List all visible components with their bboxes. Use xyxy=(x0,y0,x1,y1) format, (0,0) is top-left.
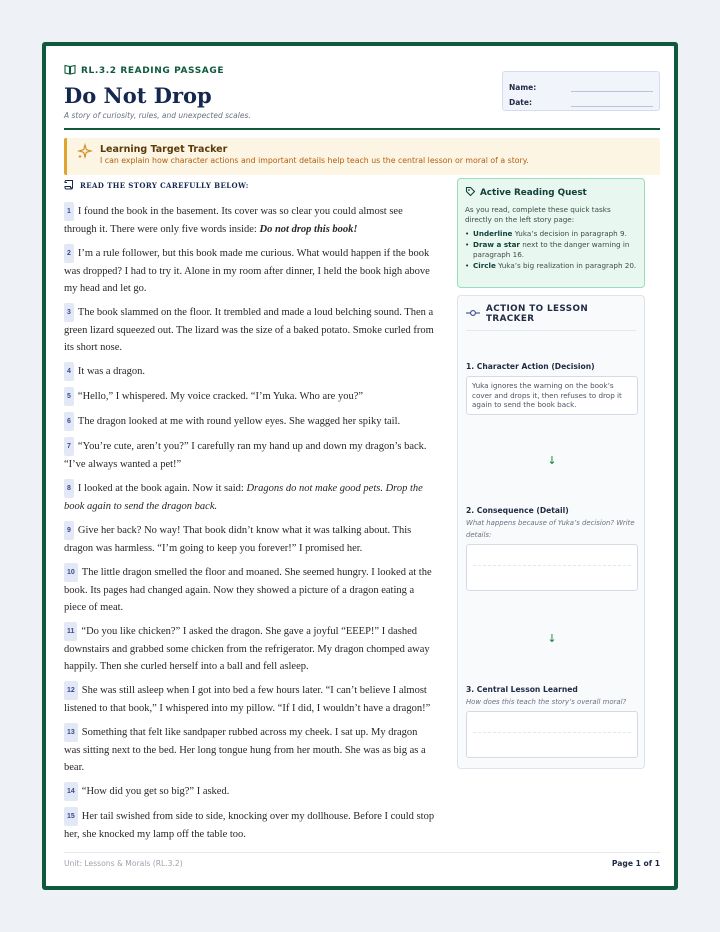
side-column xyxy=(457,178,645,769)
paragraph-number: 7 xyxy=(64,437,74,456)
name-field[interactable] xyxy=(571,82,653,92)
eyebrow-text: RL.3.2 READING PASSAGE xyxy=(81,66,225,76)
story-paragraph xyxy=(64,681,436,717)
task-detail: Yuka’s decision in paragraph 9. xyxy=(512,229,627,238)
name-date-box xyxy=(502,71,660,111)
quest-task xyxy=(465,240,637,260)
paragraph-text: The little dragon smelled the floor and moaned. She seemed hungry. I looked at the book. Its pages had changed again. Now they showed a picture of a dragon eating a piece of meat. xyxy=(64,567,432,613)
learning-target xyxy=(64,138,660,175)
paragraph-text: Give her back? No way! That book didn’t know what it was talking about. This dragon was harmless. “I’m going to keep you forever!” I promised her. xyxy=(64,525,412,554)
paragraph-number: 4 xyxy=(64,362,74,381)
story-paragraphs xyxy=(64,202,436,843)
page-subtitle: A story of curiosity, rules, and unexpected scales. xyxy=(64,111,251,120)
paragraph-number: 13 xyxy=(64,723,78,742)
paragraph-text: It was a dragon. xyxy=(77,366,145,377)
paragraph-number: 6 xyxy=(64,412,74,431)
paragraph-number: 10 xyxy=(64,563,78,582)
task-verb: Underline xyxy=(473,229,513,238)
quest-task xyxy=(465,229,637,239)
paragraph-text: The dragon looked at me with round yellow eyes. She wagged her spiky tail. xyxy=(77,416,401,427)
page-title: Do Not Drop xyxy=(64,83,212,108)
paragraph-text: “Hello,” I whispered. My voice cracked. “I’m Yuka. Who are you?” xyxy=(77,391,364,402)
footer xyxy=(64,852,660,868)
step-consequence xyxy=(466,506,638,591)
story-paragraph xyxy=(64,563,436,616)
paragraph-number: 1 xyxy=(64,202,74,221)
tracker-title-text: ACTION TO LESSON TRACKER xyxy=(486,304,589,324)
task-detail: Yuka’s big realization in paragraph 20. xyxy=(495,261,637,270)
name-label: Name: xyxy=(509,83,537,92)
story-label-text: READ THE STORY CAREFULLY BELOW: xyxy=(80,181,249,190)
action-lesson-tracker xyxy=(457,295,645,769)
story-column xyxy=(64,179,436,840)
paragraph-text: I’m a rule follower, but this book made me curious. What would happen if the book was dropped? I had to try it. Alone in my room after dinner, I held the book high above my head and let go. xyxy=(64,248,430,294)
step3-title: 3. Central Lesson Learned xyxy=(466,685,578,694)
paragraph-number: 15 xyxy=(64,807,78,826)
paragraph-number: 9 xyxy=(64,521,74,540)
step1-answer[interactable]: Yuka ignores the warning on the book’s cover and drops it, then refuses to drop it again to send the book back. xyxy=(466,376,638,415)
sparkle-icon xyxy=(77,144,92,163)
arrow-down-icon: ↓ xyxy=(547,454,557,467)
story-paragraph xyxy=(64,437,436,473)
step1-title: 1. Character Action (Decision) xyxy=(466,362,595,371)
story-paragraph xyxy=(64,303,436,356)
paragraph-number: 3 xyxy=(64,303,74,322)
task-verb: Draw a star xyxy=(473,240,520,249)
active-reading-quest xyxy=(457,178,645,288)
paragraph-text: Something that felt like sandpaper rubbed across my cheek. I sat up. My dragon was sitting next to the bed. Her long tongue hung from her mouth. She was as big as a bear. xyxy=(64,727,426,773)
paragraph-text: She was still asleep when I got into bed a few hours later. “I can’t believe I almost listened to that book,” I whispered into my pillow. “If I did, I wouldn’t have a dragon!” xyxy=(64,685,431,714)
tracker-title xyxy=(466,304,636,331)
quest-task-list xyxy=(465,229,637,271)
step3-answer-box[interactable] xyxy=(466,711,638,758)
story-paragraph xyxy=(64,362,436,381)
step-central-lesson xyxy=(466,685,638,758)
write-line xyxy=(473,732,631,733)
task-detail: next to the danger warning in paragraph 16. xyxy=(473,240,630,259)
story-paragraph xyxy=(64,244,436,297)
footer-unit: Unit: Lessons & Morals (RL.3.2) xyxy=(64,859,183,868)
date-field[interactable] xyxy=(571,97,653,107)
quest-intro: As you read, complete these quick tasks directly on the left story page: xyxy=(465,205,611,224)
header-divider xyxy=(64,128,660,130)
target-text: I can explain how character actions and important details help teach us the central lesson or moral of a story. xyxy=(100,156,529,165)
paragraph-number: 11 xyxy=(64,622,77,641)
arrow-down-icon: ↓ xyxy=(547,632,557,645)
step2-title: 2. Consequence (Detail) xyxy=(466,506,569,515)
paragraph-text: I found the book in the basement. Its cover was so clear you could almost see through it. There were only five words inside: Do not drop this book! xyxy=(64,206,403,235)
paragraph-number: 8 xyxy=(64,479,74,498)
target-title: Learning Target Tracker xyxy=(100,144,228,155)
story-paragraph xyxy=(64,412,436,431)
step3-hint: How does this teach the story’s overall moral? xyxy=(466,698,627,706)
paragraph-text: “Do you like chicken?” I asked the dragon. She gave a joyful “EEEP!” I dashed downstairs and grabbed some chicken from the refrigerator. My dragon chomped away happily. Then she curled herself into a ball and fell asleep. xyxy=(64,626,430,672)
story-paragraph xyxy=(64,479,436,515)
footer-page: Page 1 of 1 xyxy=(611,859,660,868)
book-icon xyxy=(64,64,76,78)
story-paragraph xyxy=(64,723,436,776)
step-character-action xyxy=(466,362,638,415)
paragraph-number: 5 xyxy=(64,387,74,406)
worksheet-page xyxy=(42,42,678,890)
step2-answer-box[interactable] xyxy=(466,544,638,591)
story-label xyxy=(64,179,436,192)
write-line xyxy=(473,565,631,566)
task-verb: Circle xyxy=(473,261,496,270)
quest-title xyxy=(465,186,637,200)
header xyxy=(64,64,660,132)
story-paragraph xyxy=(64,807,436,843)
story-paragraph xyxy=(64,387,436,406)
commit-icon xyxy=(466,309,480,320)
scroll-icon xyxy=(64,179,75,192)
paragraph-number: 12 xyxy=(64,681,78,700)
paragraph-number: 14 xyxy=(64,782,78,801)
paragraph-text: I looked at the book again. Now it said: Dragons do not make good pets. Drop the book again to send the dragon back. xyxy=(64,483,423,512)
story-paragraph xyxy=(64,202,436,238)
paragraph-text: “How did you get so big?” I asked. xyxy=(81,786,230,797)
paragraph-text: Her tail swished from side to side, knocking over my dollhouse. Before I could stop her, she knocked my lamp off the table too. xyxy=(64,811,435,840)
story-paragraph xyxy=(64,521,436,557)
paragraph-text: The book slammed on the floor. It trembled and made a loud belching sound. Then a green lizard squeezed out. The lizard was the size of a baked potato. Smoke curled from its short nose. xyxy=(64,307,434,353)
paragraph-number: 2 xyxy=(64,244,74,263)
quest-task xyxy=(465,261,637,271)
paragraph-text: “You’re cute, aren’t you?” I carefully ran my hand up and down my dragon’s back. “I’ve always wanted a pet!” xyxy=(64,441,427,470)
tag-icon xyxy=(465,186,476,200)
step2-hint: What happens because of Yuka’s decision? Write details: xyxy=(466,519,635,539)
story-paragraph xyxy=(64,622,436,675)
date-label: Date: xyxy=(509,98,532,107)
quest-title-text: Active Reading Quest xyxy=(480,188,587,198)
story-paragraph xyxy=(64,782,436,801)
